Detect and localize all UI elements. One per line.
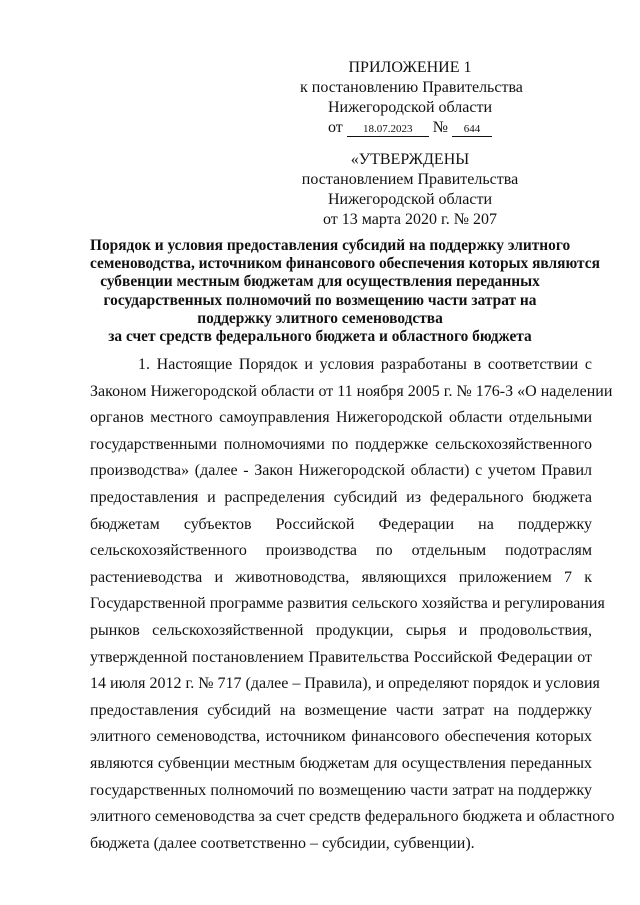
approved-line-3: Нижегородской области — [327, 191, 492, 208]
paragraph-line: государственными полномочиями по поддержке сельскохозяйственного — [90, 435, 592, 453]
paragraph-line: являются субвенции местным бюджетам для осуществления переданных — [90, 754, 592, 772]
paragraph-line: предоставления субсидий на возмещение части затрат на поддержку — [90, 701, 592, 719]
paragraph-line: Законом Нижегородской области от 11 ноября 2005 г. № 176-З «О наделении — [90, 382, 613, 400]
paragraph-line: бюджетам субъектов Российской Федерации на поддержку — [90, 515, 592, 533]
paragraph-line: сельскохозяйственного производства по отдельным подотраслям — [90, 542, 592, 560]
number-field: 644 — [452, 122, 492, 137]
appendix-title: ПРИЛОЖЕНИЕ 1 — [348, 59, 472, 76]
paragraph-line: Государственной программе развития сельского хозяйства и регулирования — [90, 595, 605, 613]
title-line: за счет средств федерального бюджета и областного бюджета — [108, 328, 532, 346]
paragraph-line: элитного семеноводства за счет средств федерального бюджета и областного — [90, 808, 615, 826]
title-line: государственных полномочий по возмещению части затрат на — [103, 291, 537, 309]
paragraph-line: элитного семеноводства, источником финансового обеспечения которых — [90, 728, 592, 746]
paragraph-line: бюджета (далее соответственно – субсидии, субвенции). — [90, 834, 475, 852]
approved-line-4: от 13 марта 2020 г. № 207 — [323, 211, 497, 228]
paragraph-line: утвержденной постановлением Правительства Российской Федерации от — [90, 648, 592, 666]
paragraph-line: производства» (далее - Закон Нижегородской области) с учетом Правил — [90, 462, 592, 480]
approved-line-1: «УТВЕРЖДЕНЫ — [350, 151, 470, 168]
appendix-line-1: к постановлению Правительства — [300, 79, 523, 96]
from-label: от — [327, 119, 343, 136]
title-line: поддержку элитного семеноводства — [197, 309, 443, 327]
paragraph-line: 1. Настоящие Порядок и условия разработаны в соответствии с — [138, 356, 592, 373]
approved-block — [290, 150, 530, 230]
appendix-block — [300, 58, 523, 138]
paragraph-line: растениеводства и животноводства, являющихся приложением 7 к — [90, 568, 592, 586]
title-line: семеноводства, источником финансового обеспечения которых являются — [90, 255, 600, 273]
appendix-date-line — [300, 118, 520, 138]
date-field: 18.07.2023 — [347, 122, 429, 137]
title-line: субвенции местным бюджетам для осуществления переданных — [100, 273, 540, 291]
document-title — [90, 237, 600, 346]
paragraph-line: государственных полномочий по возмещению части затрат на поддержку — [90, 781, 592, 799]
paragraph-1 — [90, 352, 615, 857]
number-label: № — [432, 119, 449, 136]
approved-line-2: постановлением Правительства — [301, 171, 519, 188]
paragraph-line: органов местного самоуправления Нижегородской области отдельными — [90, 409, 592, 427]
paragraph-line: рынков сельскохозяйственной продукции, сырья и продовольствия, — [90, 621, 592, 639]
paragraph-line: 14 июля 2012 г. № 717 (далее – Правила), и определяют порядок и условия — [90, 675, 600, 693]
appendix-line-2: Нижегородской области — [327, 99, 492, 116]
paragraph-line: предоставления и распределения субсидий из федерального бюджета — [90, 488, 592, 506]
title-line: Порядок и условия предоставления субсидий на поддержку элитного — [90, 237, 571, 254]
